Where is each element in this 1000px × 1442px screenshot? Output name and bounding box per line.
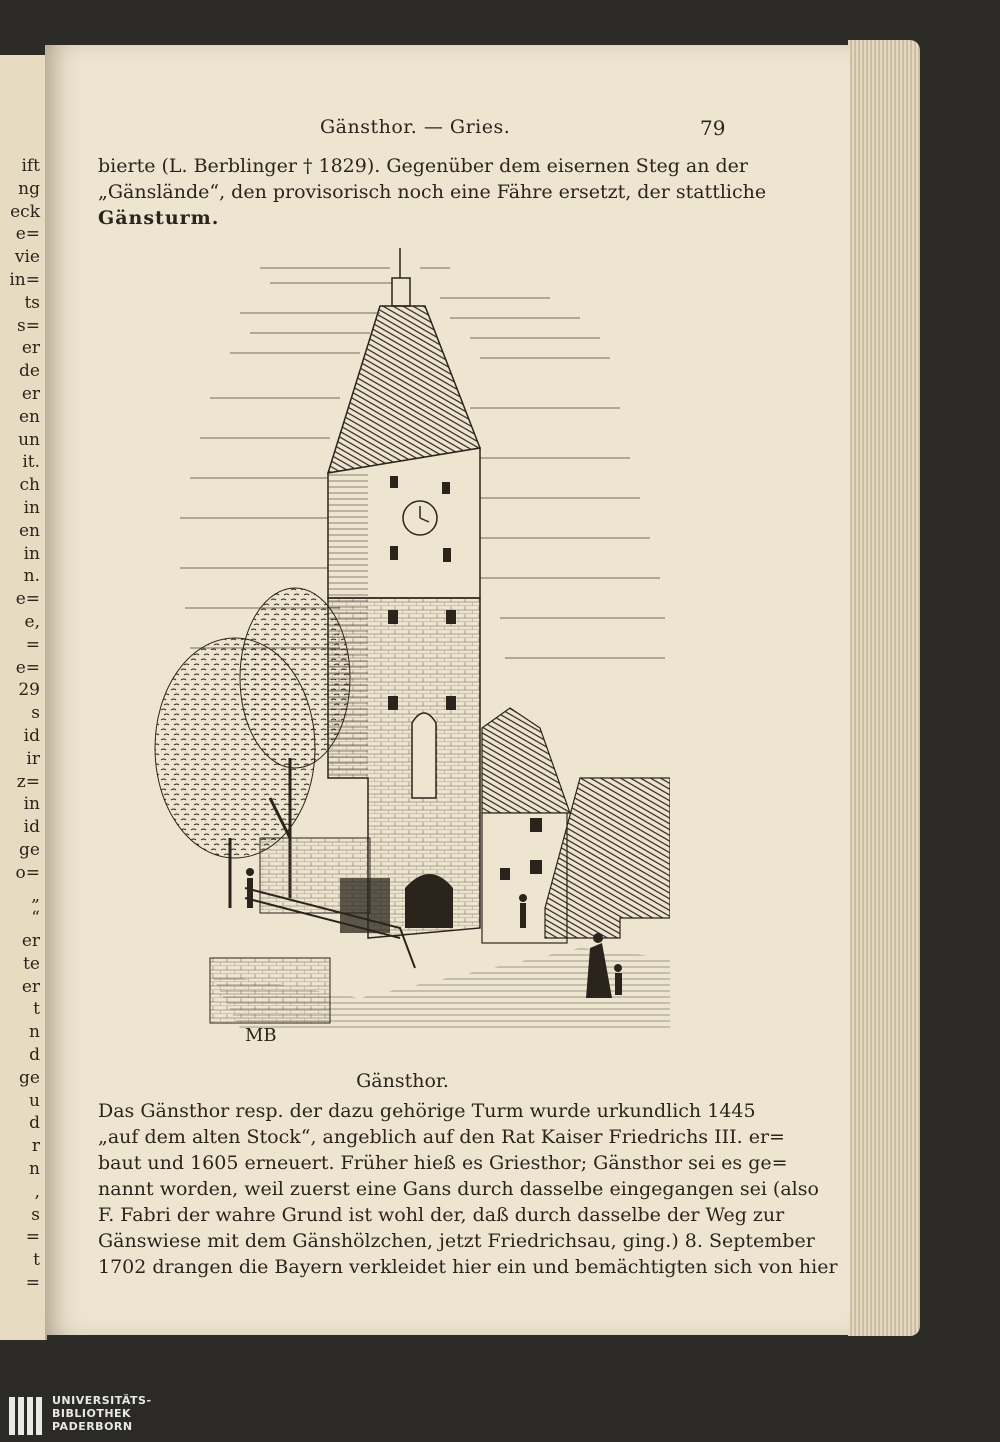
left-page-fragment: un	[18, 429, 40, 450]
left-page-fragment: te	[23, 953, 40, 974]
left-page-fragment: de	[19, 361, 40, 382]
left-page-fragment: vie	[14, 247, 40, 268]
page-number: 79	[700, 116, 726, 140]
left-page-fragment: o=	[15, 862, 40, 883]
left-page-fragment: 29	[18, 680, 40, 701]
figure-caption: Gänsthor.	[356, 1070, 449, 1092]
left-page-fragment: id	[23, 817, 40, 838]
left-page-fragment: =	[25, 1273, 40, 1294]
left-page-fragment: e=	[15, 657, 40, 678]
left-page-fragment: s	[31, 1204, 40, 1225]
intro-paragraph	[98, 153, 767, 231]
foreground-wall	[210, 958, 330, 1023]
left-page-fragment: in	[23, 543, 40, 564]
left-page-fragment: er	[21, 338, 40, 359]
logo-line: UNIVERSITÄTS-	[52, 1394, 152, 1407]
body-paragraph	[98, 1098, 838, 1280]
left-page-fragment: in	[23, 794, 40, 815]
left-page-fragment: d	[29, 1045, 40, 1066]
house-roof	[482, 708, 570, 813]
body-line: F. Fabri der wahre Grund ist wohl der, daß durch dasselbe der Weg zur	[98, 1204, 785, 1226]
body-line: Gänswiese mit dem Gänshölzchen, jetzt Friedrichsau, ging.) 8. September	[98, 1230, 815, 1252]
left-page-fragment: „	[31, 885, 40, 906]
left-page-fragment: ch	[19, 475, 40, 496]
lantern	[392, 278, 410, 306]
left-page-fragment: n.	[23, 566, 40, 587]
left-page-fragment: ift	[21, 156, 40, 176]
intro-line: „Gänslände“, den provisorisch noch eine Fähre ersetzt, der stattliche	[98, 181, 767, 203]
left-page-fragment: “	[31, 908, 40, 929]
left-page-fragment: s=	[17, 315, 40, 336]
left-page-fragment: ge	[19, 1067, 40, 1088]
left-page-fragment: en	[18, 406, 40, 427]
logo-line: BIBLIOTHEK	[52, 1407, 132, 1420]
left-page-fragment: z=	[16, 771, 40, 792]
intro-bold-word: Gänsturm.	[98, 207, 220, 229]
body-line: baut und 1605 erneuert. Früher hieß es Griesthor; Gänsthor sei es ge=	[98, 1152, 788, 1174]
left-page-fragment: ge	[19, 839, 40, 860]
left-page-edge	[0, 55, 47, 1340]
left-page-fragment: r	[31, 1136, 40, 1157]
tower-gate	[405, 874, 453, 928]
left-page-fragment: =	[25, 1227, 40, 1248]
left-page-fragment: ir	[26, 748, 40, 769]
left-page-fragment: er	[21, 383, 40, 404]
left-page-text-fragments	[0, 155, 40, 1295]
left-page-fragment: t	[33, 1250, 40, 1271]
left-page-fragment: d	[29, 1113, 40, 1134]
left-page-fragment: eck	[10, 201, 40, 222]
left-page-fragment: er	[21, 976, 40, 997]
body-line: nannt worden, weil zuerst eine Gans durch dasselbe eingegangen sei (also	[98, 1178, 819, 1200]
left-page-fragment: ng	[18, 178, 40, 199]
body-line: Das Gänsthor resp. der dazu gehörige Turm wurde urkundlich 1445	[98, 1100, 756, 1122]
left-page-fragment: en	[18, 520, 40, 541]
left-page-fragment: n	[29, 1022, 40, 1043]
left-page-fragment: in=	[9, 269, 40, 290]
left-page-fragment: t	[33, 999, 40, 1020]
tower-engraving	[150, 238, 670, 1053]
left-page-fragment: in	[23, 497, 40, 518]
body-line: „auf dem alten Stock“, angeblich auf den Rat Kaiser Friedrichs III. er=	[98, 1126, 785, 1148]
left-page-fragment: u	[29, 1090, 40, 1111]
intro-line: bierte (L. Berblinger † 1829). Gegenüber dem eisernen Steg an der	[98, 155, 748, 177]
left-page-fragment: e=	[15, 589, 40, 610]
left-page-fragment: e,	[24, 611, 40, 632]
body-line: 1702 drangen die Bayern verkleidet hier ein und bemächtigten sich von hier	[98, 1256, 838, 1278]
running-head: Gänsthor. — Gries.	[320, 116, 511, 138]
left-page-fragment: n	[29, 1159, 40, 1180]
tower-roof	[328, 306, 480, 473]
left-page-fragment: er	[21, 931, 40, 952]
left-page-fragment: id	[23, 725, 40, 746]
library-logo-text	[52, 1394, 152, 1433]
left-page-fragment: e=	[15, 224, 40, 245]
left-page-fragment: ts	[24, 292, 40, 313]
logo-line: PADERBORN	[52, 1420, 133, 1433]
library-logo-icon	[8, 1396, 44, 1436]
artist-signature: MB	[245, 1025, 277, 1046]
tree-right	[240, 588, 350, 768]
gothic-window	[412, 713, 436, 798]
left-page-fragment: s	[31, 703, 40, 724]
page-stack-edge	[848, 40, 920, 1336]
left-page-fragment: ,	[34, 1181, 40, 1202]
left-page-fragment: it.	[22, 452, 40, 473]
left-page-fragment: =	[25, 634, 40, 655]
